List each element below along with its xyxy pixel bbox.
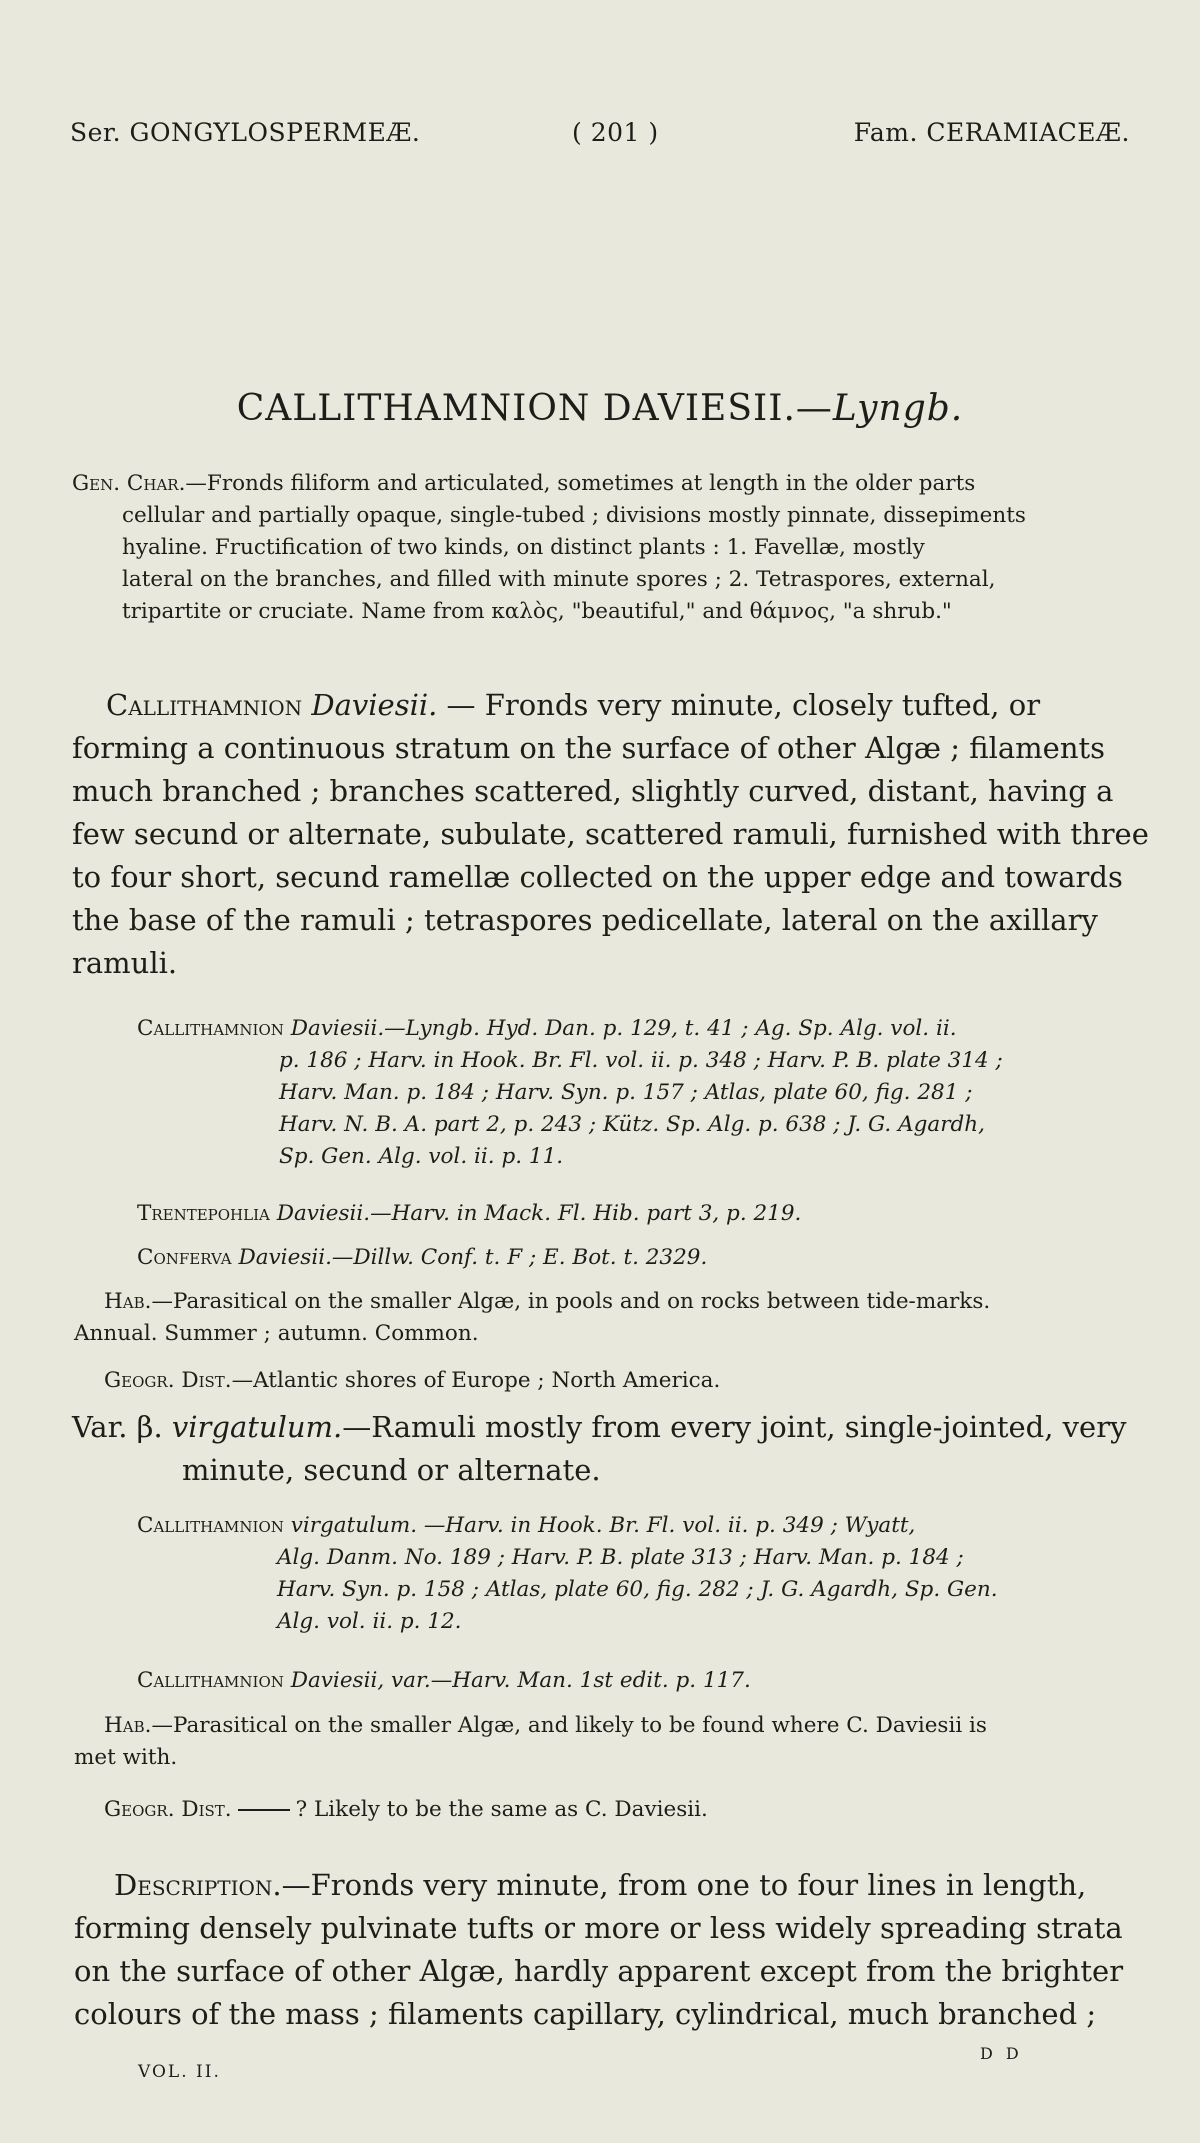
- synonym-genus: Callithamnion: [137, 1668, 284, 1693]
- variety-synonym-entry: [137, 1665, 1133, 1697]
- geogr-dist-text: —Atlantic shores of Europe ; North America.: [231, 1368, 721, 1393]
- page-number: ( 201 ): [572, 118, 659, 147]
- habitat-line: —Parasitical on the smaller Algæ, in pools and on rocks between tide-marks.: [151, 1289, 991, 1314]
- synonym-line: virgatulum. —Harv. in Hook. Br. Fl. vol. ii. p. 349 ; Wyatt,: [290, 1513, 916, 1538]
- species-title-name: CALLITHAMNION DAVIESII.—: [236, 388, 833, 429]
- signature-mark: D D: [980, 2044, 1023, 2063]
- geogr-dist-label: Geogr. Dist.: [104, 1368, 232, 1393]
- habitat-line: Annual. Summer ; autumn. Common.: [74, 1321, 479, 1346]
- habitat-line: —Parasitical on the smaller Algæ, and likely to be found where C. Daviesii is: [151, 1713, 987, 1738]
- geogr-dist-label: Geogr. Dist.: [104, 1797, 232, 1822]
- species-description-line: few secund or alternate, subulate, scattered ramuli, furnished with three: [72, 817, 1149, 851]
- description-label: Description.: [114, 1868, 282, 1902]
- synonym-line: Daviesii.—Harv. in Mack. Fl. Hib. part 3, p. 219.: [276, 1201, 802, 1226]
- species-name: Daviesii.: [311, 688, 438, 722]
- synonym-entry: [137, 1242, 1133, 1274]
- habitat-label: Hab.: [104, 1289, 152, 1314]
- synonym-line: Sp. Gen. Alg. vol. ii. p. 11.: [279, 1144, 564, 1169]
- habitat-label: Hab.: [104, 1713, 152, 1738]
- description-line: colours of the mass ; filaments capillary, cylindrical, much branched ;: [74, 1997, 1097, 2031]
- geogr-dist-text: ? Likely to be the same as C. Daviesii.: [295, 1797, 708, 1822]
- variety-geographic-distribution: [104, 1794, 1134, 1826]
- habitat-line: met with.: [74, 1745, 178, 1770]
- geographic-distribution: [104, 1365, 1134, 1397]
- synonym-entry: [137, 1198, 1133, 1230]
- description-line: on the surface of other Algæ, hardly apparent except from the brighter: [74, 1954, 1124, 1988]
- description-line: forming densely pulvinate tufts or more or less widely spreading strata: [74, 1911, 1123, 1945]
- species-description: [72, 684, 1149, 985]
- gen-char-line: cellular and partially opaque, single-tubed ; divisions mostly pinnate, dissepiments: [122, 503, 1026, 528]
- gen-char-line: tripartite or cruciate. Name from καλὸς, "beautiful," and θάμνος, "a shrub.": [122, 599, 952, 624]
- synonym-line: Daviesii.—Lyngb. Hyd. Dan. p. 129, t. 41 ; Ag. Sp. Alg. vol. ii.: [290, 1016, 957, 1041]
- genus-character: [72, 468, 1132, 628]
- description-line: —Fronds very minute, from one to four lines in length,: [281, 1868, 1087, 1902]
- species-title-author: Lyngb.: [832, 388, 964, 429]
- species-description-line: forming a continuous stratum on the surface of other Algæ ; filaments: [72, 731, 1106, 765]
- gen-char-line: —Fronds filiform and articulated, sometimes at length in the older parts: [185, 471, 976, 496]
- variety-label: Var. β.: [72, 1410, 163, 1444]
- synonym-line: Harv. Syn. p. 158 ; Atlas, plate 60, fig. 282 ; J. G. Agardh, Sp. Gen.: [277, 1577, 998, 1602]
- running-header-series: Ser. GONGYLOSPERMEÆ.: [70, 118, 421, 147]
- synonym-line: Alg. Danm. No. 189 ; Harv. P. B. plate 313 ; Harv. Man. p. 184 ;: [277, 1545, 964, 1570]
- species-label: Callithamnion: [106, 688, 303, 722]
- variety-description: [72, 1406, 1132, 1492]
- synonym-genus: Callithamnion: [137, 1016, 284, 1041]
- gen-char-line: lateral on the branches, and filled with minute spores ; 2. Tetraspores, external,: [122, 567, 996, 592]
- species-description-line: much branched ; branches scattered, slightly curved, distant, having a: [72, 774, 1114, 808]
- synonym-line: Daviesii.—Dillw. Conf. t. F ; E. Bot. t. 2329.: [238, 1245, 708, 1270]
- species-description-line: ramuli.: [72, 946, 178, 980]
- gen-char-line: hyaline. Fructification of two kinds, on distinct plants : 1. Favellæ, mostly: [122, 535, 925, 560]
- variety-name: virgatulum.: [171, 1410, 343, 1444]
- gen-char-label: Gen. Char.: [72, 471, 186, 496]
- synonym-genus: Conferva: [137, 1245, 232, 1270]
- synonym-line: Alg. vol. ii. p. 12.: [277, 1609, 462, 1634]
- synonym-genus: Trentepohlia: [137, 1201, 270, 1226]
- variety-synonym-entry: [137, 1510, 1133, 1638]
- synonym-genus: Callithamnion: [137, 1513, 284, 1538]
- species-description-line: — Fronds very minute, closely tufted, or: [437, 688, 1041, 722]
- synonym-line: p. 186 ; Harv. in Hook. Br. Fl. vol. ii. p. 348 ; Harv. P. B. plate 314 ;: [279, 1048, 1003, 1073]
- variety-habitat: [74, 1710, 1134, 1774]
- description: [74, 1864, 1134, 2036]
- species-description-line: to four short, secund ramellæ collected on the upper edge and towards: [72, 860, 1123, 894]
- synonym-line: Harv. N. B. A. part 2, p. 243 ; Kütz. Sp. Alg. p. 638 ; J. G. Agardh,: [279, 1112, 985, 1137]
- synonym-line: Harv. Man. p. 184 ; Harv. Syn. p. 157 ; Atlas, plate 60, fig. 281 ;: [279, 1080, 973, 1105]
- species-description-line: the base of the ramuli ; tetraspores pedicellate, lateral on the axillary: [72, 903, 1098, 937]
- synonym-entry: [137, 1013, 1133, 1173]
- variety-line: —Ramuli mostly from every joint, single-jointed, very: [342, 1410, 1127, 1444]
- volume-label: VOL. II.: [138, 2062, 221, 2082]
- species-title: [0, 388, 1200, 429]
- habitat: [74, 1286, 1134, 1350]
- dash-rule: [238, 1809, 290, 1811]
- running-header-family: Fam. CERAMIACEÆ.: [853, 118, 1130, 147]
- synonym-line: Daviesii, var.—Harv. Man. 1st edit. p. 117.: [290, 1668, 751, 1693]
- variety-line: minute, secund or alternate.: [182, 1453, 601, 1487]
